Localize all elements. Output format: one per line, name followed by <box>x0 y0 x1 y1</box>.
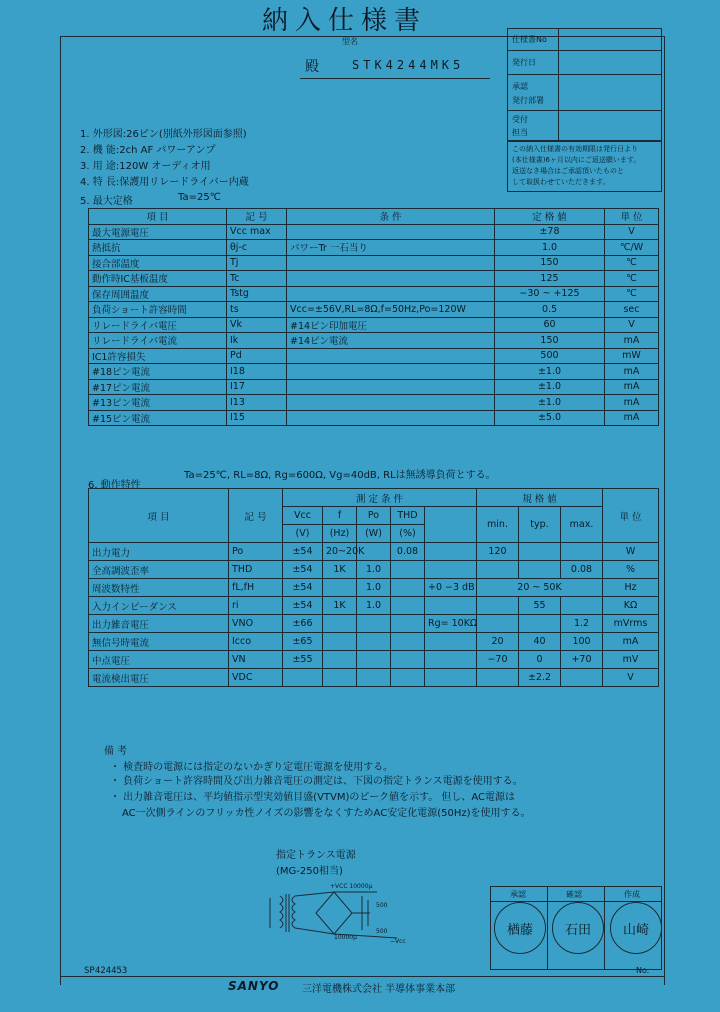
table-cell: ℃ <box>605 286 659 302</box>
table-cell <box>391 633 425 651</box>
model-label: 型名 <box>342 37 358 46</box>
table-cell: 125 <box>495 271 605 287</box>
table-cell: Po <box>229 543 283 561</box>
model-number: STK4244MK5 <box>352 58 465 72</box>
table-cell: 150 <box>495 255 605 271</box>
table-cell: 1K <box>323 561 357 579</box>
max-col-header: 条 件 <box>287 209 495 225</box>
table-cell: 熱抵抗 <box>89 240 227 256</box>
table-cell: 150 <box>495 333 605 349</box>
table-row <box>89 286 659 302</box>
table-cell <box>323 651 357 669</box>
circuit-label-cap2: 10000μ <box>334 934 357 941</box>
table-cell: VN <box>229 651 283 669</box>
table-cell: mW <box>605 348 659 364</box>
table-cell: V <box>605 317 659 333</box>
max-rating-table <box>88 208 659 426</box>
note-line-1: ・ 検査時の電源には指定のないかぎり定電圧電源を使用する。 <box>110 762 394 773</box>
table-cell: ℃/W <box>605 240 659 256</box>
table-cell <box>425 651 477 669</box>
table-cell: 20 ~ 50K <box>477 579 603 597</box>
table-cell: 中点電圧 <box>89 651 229 669</box>
table-cell <box>391 597 425 615</box>
table-row <box>89 333 659 349</box>
table-cell: mA <box>605 364 659 380</box>
table-cell: 1.0 <box>495 240 605 256</box>
table-row <box>89 561 659 579</box>
spec-no-label: 仕様書No <box>512 35 547 44</box>
notes-title: 備 考 <box>104 746 128 757</box>
table-cell: V <box>603 669 659 687</box>
table-cell: 0.08 <box>391 543 425 561</box>
note-line-4: AC一次側ラインのフリッカ性ノイズの影響をなくすためAC安定化電源(50Hz)を使用する。 <box>122 808 531 819</box>
table-cell <box>425 633 477 651</box>
table-cell: ℃ <box>605 271 659 287</box>
table-row <box>89 240 659 256</box>
table-cell: ±54 <box>283 597 323 615</box>
table-cell: 20 <box>477 633 519 651</box>
table-cell: +0 −3 dB <box>425 579 477 597</box>
table-cell <box>323 579 357 597</box>
table-row <box>89 348 659 364</box>
table-cell: 120 <box>477 543 519 561</box>
max-col-header: 定 格 値 <box>495 209 605 225</box>
table-cell: Icco <box>229 633 283 651</box>
table-cell: リレードライバ電圧 <box>89 317 227 333</box>
table-cell: mA <box>605 379 659 395</box>
table-cell: KΩ <box>603 597 659 615</box>
table-row <box>89 224 659 240</box>
table-cell: ±78 <box>495 224 605 240</box>
table-cell: mVrms <box>603 615 659 633</box>
table-cell: #14ピン印加電圧 <box>287 317 495 333</box>
doc-number: SP424453 <box>84 966 128 976</box>
table-cell: パワーTr 一石当り <box>287 240 495 256</box>
table-row <box>89 255 659 271</box>
table-cell: I13 <box>227 395 287 411</box>
table-cell: 出力雑音電圧 <box>89 615 229 633</box>
table-row <box>89 410 659 426</box>
table-cell <box>391 561 425 579</box>
table-cell: ±54 <box>283 561 323 579</box>
table-cell: mV <box>603 651 659 669</box>
table-row <box>89 633 659 651</box>
table-cell: 0.08 <box>561 561 603 579</box>
spec-max-rating: 5. 最大定格 <box>80 196 133 207</box>
table-cell: #17ピン電流 <box>89 379 227 395</box>
table-cell: 0 <box>519 651 561 669</box>
table-cell: Tc <box>227 271 287 287</box>
table-cell: ±66 <box>283 615 323 633</box>
spec-usage: 3. 用 途:120W オーディオ用 <box>80 161 211 172</box>
table-cell: 電流検出電圧 <box>89 669 229 687</box>
table-cell <box>323 669 357 687</box>
table-cell: Vcc max <box>227 224 287 240</box>
table-cell <box>287 364 495 380</box>
issue-dept-label: 発行部署 <box>512 96 544 105</box>
table-cell <box>425 597 477 615</box>
table-cell: 1.0 <box>357 579 391 597</box>
table-cell: mA <box>603 633 659 651</box>
stamp-approve-seal: 楢藤 <box>494 902 546 954</box>
table-cell: 出力電力 <box>89 543 229 561</box>
table-cell: #15ピン電流 <box>89 410 227 426</box>
table-row <box>89 379 659 395</box>
table-cell: 500 <box>495 348 605 364</box>
table-row <box>89 543 659 561</box>
spec-feature: 4. 特 長:保護用リレードライバー内蔵 <box>80 177 249 188</box>
table-cell <box>287 286 495 302</box>
table-cell: ri <box>229 597 283 615</box>
table-cell: I18 <box>227 364 287 380</box>
brand-logo: SANYO <box>228 979 280 993</box>
table-cell: 全高調波歪率 <box>89 561 229 579</box>
table-cell: −70 <box>477 651 519 669</box>
table-cell: 1K <box>323 597 357 615</box>
table-cell: Ik <box>227 333 287 349</box>
table-cell: 1.0 <box>357 597 391 615</box>
transformer-title: 指定トランス電源 <box>276 850 356 861</box>
circuit-label-vee: −Vcc <box>390 938 406 945</box>
stamp-author-label: 作成 <box>624 890 640 899</box>
op-col-conditions: 測 定 条 件 <box>283 489 477 507</box>
table-cell <box>425 669 477 687</box>
table-cell: 100 <box>561 633 603 651</box>
table-cell: 60 <box>495 317 605 333</box>
approval-label: 承認 <box>512 82 528 91</box>
table-cell: −30 ~ +125 <box>495 286 605 302</box>
table-cell: Tj <box>227 255 287 271</box>
table-cell: #13ピン電流 <box>89 395 227 411</box>
table-cell: I15 <box>227 410 287 426</box>
issue-date-label: 発行日 <box>512 58 536 67</box>
table-row <box>89 651 659 669</box>
table-cell <box>425 561 477 579</box>
approval-info-box <box>507 28 662 142</box>
table-cell: 最大電源電圧 <box>89 224 227 240</box>
circuit-label-r2: 500 <box>376 928 388 935</box>
max-col-header: 記 号 <box>227 209 287 225</box>
person-label: 担当 <box>512 128 528 137</box>
table-cell: Tstg <box>227 286 287 302</box>
max-rating-condition: Ta=25℃ <box>178 192 221 203</box>
table-cell <box>561 543 603 561</box>
table-cell: ±1.0 <box>495 379 605 395</box>
table-cell <box>519 561 561 579</box>
table-cell: 動作時IC基板温度 <box>89 271 227 287</box>
table-cell <box>357 615 391 633</box>
table-cell: mA <box>605 410 659 426</box>
op-section-title: 6. 動作特性 <box>88 480 141 491</box>
table-cell <box>561 669 603 687</box>
table-cell: 0.5 <box>495 302 605 318</box>
table-row <box>89 302 659 318</box>
table-row <box>89 597 659 615</box>
table-cell: V <box>605 224 659 240</box>
table-cell: THD <box>229 561 283 579</box>
table-cell <box>519 543 561 561</box>
table-row <box>89 271 659 287</box>
stamp-check-label: 確認 <box>566 890 582 899</box>
table-cell: リレードライバ電流 <box>89 333 227 349</box>
table-cell <box>425 543 477 561</box>
table-cell: +70 <box>561 651 603 669</box>
table-row <box>89 615 659 633</box>
table-cell: 55 <box>519 597 561 615</box>
table-cell: VNO <box>229 615 283 633</box>
table-cell: θj-c <box>227 240 287 256</box>
table-cell: 1.2 <box>561 615 603 633</box>
max-col-header: 単 位 <box>605 209 659 225</box>
table-cell: 保存周囲温度 <box>89 286 227 302</box>
table-cell: 20~20K <box>323 543 357 561</box>
circuit-label-cap1: +VCC 10000μ <box>330 883 373 890</box>
table-cell: 接合部温度 <box>89 255 227 271</box>
table-cell <box>323 633 357 651</box>
table-cell <box>357 669 391 687</box>
op-col-item: 項 目 <box>89 489 229 543</box>
table-cell: % <box>603 561 659 579</box>
table-cell <box>283 669 323 687</box>
table-cell <box>287 410 495 426</box>
table-cell <box>287 395 495 411</box>
stamp-author-seal: 山崎 <box>610 902 662 954</box>
table-cell <box>287 379 495 395</box>
table-cell: 無信号時電流 <box>89 633 229 651</box>
stamp-approve-label: 承認 <box>510 890 526 899</box>
op-conditions: Ta=25℃, RL=8Ω, Rg=600Ω, Vg=40dB, RLは無誘導負荷とする。 <box>184 470 496 481</box>
page-number: No. <box>636 966 650 975</box>
table-cell: 負荷ショート許容時間 <box>89 302 227 318</box>
circuit-label-r1: 500 <box>376 902 388 909</box>
table-cell: ±1.0 <box>495 364 605 380</box>
table-cell: ±1.0 <box>495 395 605 411</box>
table-row <box>89 579 659 597</box>
max-col-header: 項 目 <box>89 209 227 225</box>
table-cell: sec <box>605 302 659 318</box>
table-cell <box>477 669 519 687</box>
table-cell: mA <box>605 395 659 411</box>
table-cell <box>477 561 519 579</box>
table-cell: ±65 <box>283 633 323 651</box>
transformer-model: (MG-250相当) <box>276 866 343 877</box>
company-name: 三洋電機株式会社 半導体事業本部 <box>302 984 456 995</box>
document-title: 納入仕様書 <box>262 6 428 36</box>
table-cell: W <box>603 543 659 561</box>
spec-outline: 1. 外形図:26ピン(別紙外形図面参照) <box>80 129 247 140</box>
table-cell: VDC <box>229 669 283 687</box>
table-cell <box>391 615 425 633</box>
table-cell: 1.0 <box>357 561 391 579</box>
note-line-3: ・ 出力雑音電圧は、平均値指示型実効値目盛(VTVM)のピーク値を示す。 但し、AC電源は <box>110 792 516 803</box>
stamp-check-seal: 石田 <box>552 902 604 954</box>
table-cell: Rg= 10KΩ <box>425 615 477 633</box>
table-cell: ±5.0 <box>495 410 605 426</box>
op-col-symbol: 記 号 <box>229 489 283 543</box>
table-cell: 40 <box>519 633 561 651</box>
table-cell: 入力インピーダンス <box>89 597 229 615</box>
table-cell <box>287 348 495 364</box>
table-cell <box>287 271 495 287</box>
table-cell: ±55 <box>283 651 323 669</box>
table-cell <box>287 255 495 271</box>
table-cell: ±54 <box>283 579 323 597</box>
table-cell: 周波数特性 <box>89 579 229 597</box>
table-cell <box>477 615 519 633</box>
table-cell: mA <box>605 333 659 349</box>
table-cell <box>357 651 391 669</box>
table-cell: IC1許容損失 <box>89 348 227 364</box>
table-cell <box>357 633 391 651</box>
table-cell: Vcc=±56V,RL=8Ω,f=50Hz,Po=120W <box>287 302 495 318</box>
table-cell <box>391 651 425 669</box>
table-cell: ±2.2 <box>519 669 561 687</box>
table-row <box>89 395 659 411</box>
table-cell: fL,fH <box>229 579 283 597</box>
table-cell: #18ピン電流 <box>89 364 227 380</box>
table-row <box>89 364 659 380</box>
table-row <box>89 669 659 687</box>
table-cell: ℃ <box>605 255 659 271</box>
table-row <box>89 317 659 333</box>
spec-function: 2. 機 能:2ch AF パワーアンプ <box>80 145 216 156</box>
table-cell <box>391 579 425 597</box>
table-cell <box>287 224 495 240</box>
table-cell: Vk <box>227 317 287 333</box>
table-cell <box>323 615 357 633</box>
table-cell <box>519 615 561 633</box>
table-cell: ts <box>227 302 287 318</box>
table-cell: ±54 <box>283 543 323 561</box>
table-cell <box>561 597 603 615</box>
note-line-2: ・ 負荷ショート許容時間及び出力雑音電圧の測定は、下図の指定トランス電源を使用する。 <box>110 776 523 787</box>
table-cell <box>477 597 519 615</box>
table-cell: Pd <box>227 348 287 364</box>
received-label: 受付 <box>512 115 528 124</box>
op-col-spec: 規 格 値 <box>477 489 603 507</box>
recipient-honorific: 殿 <box>305 59 319 75</box>
op-col-unit: 単 位 <box>603 489 659 543</box>
validity-note-box: この納入仕様書の有効期限は発行日より (本仕様書)6ヶ月以内にご返送願います。 返送なき場合はご承認頂いたものと して取扱わせていただきます。 <box>507 140 662 192</box>
table-cell: #14ピン電流 <box>287 333 495 349</box>
table-cell: Hz <box>603 579 659 597</box>
op-char-table: 項 目 記 号 測 定 条 件 規 格 値 単 位 Vcc f Po THD min. typ. max. (V) (Hz) (W) (%) 出力電力 Po ±54 20~20K 0.08 120 W 全高調波歪率 THD ±54 1K 1.0 0.08 % 周波数特性 fL,fH ±54 1.0 +0 −3 dB 20 ~ 50K Hz 入力インピーダンス ri ±54 1K 1.0 55 KΩ 出力雑音電圧 VNO ±66 Rg= 10KΩ 1.2 mVrms 無信号時電流 Icco ±65 20 40 100 mA 中点電圧 VN ±55 −70 0 +70 mV 電流検出電圧 VDC ±2.2 V <box>88 488 659 687</box>
table-cell <box>391 669 425 687</box>
table-cell: I17 <box>227 379 287 395</box>
